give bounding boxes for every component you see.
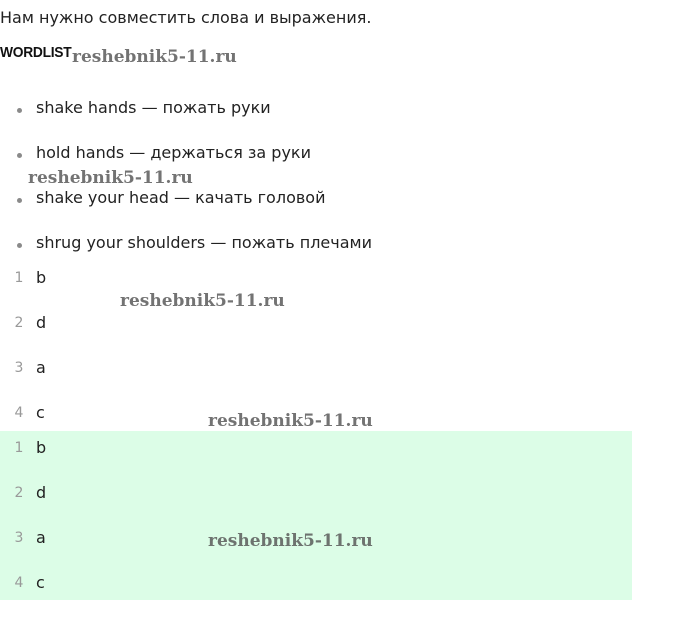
- watermark: reshebnik5-11.ru: [28, 168, 193, 188]
- bullet-icon: [17, 108, 22, 113]
- answer-item: [0, 478, 632, 523]
- answer-item: [0, 568, 632, 613]
- list-item-text: shake your head — качать головой: [36, 188, 326, 207]
- list-item: [0, 186, 372, 231]
- answer-letter: a: [36, 528, 46, 547]
- answer-number: 4: [14, 575, 24, 591]
- answer-item: [0, 308, 632, 353]
- answer-letter: b: [36, 268, 47, 287]
- list-item-text: hold hands — держаться за руки: [36, 143, 311, 162]
- answer-number: 3: [14, 360, 24, 376]
- list-item-text: shake hands — пожать руки: [36, 98, 271, 117]
- wordlist-title: WORDLIST: [0, 44, 72, 61]
- answer-letter: a: [36, 358, 46, 377]
- answer-number: 2: [14, 315, 24, 331]
- answer-item: [0, 433, 632, 478]
- bullet-icon: [17, 153, 22, 158]
- bullet-icon: [17, 243, 22, 248]
- list-item: [0, 96, 372, 141]
- answer-number: 2: [14, 485, 24, 501]
- bullet-icon: [17, 198, 22, 203]
- answer-letter: c: [36, 573, 45, 592]
- answer-letter: c: [36, 403, 45, 422]
- answer-letter: d: [36, 313, 47, 332]
- watermark: reshebnik5-11.ru: [120, 291, 285, 311]
- watermark: reshebnik5-11.ru: [72, 47, 237, 67]
- watermark: reshebnik5-11.ru: [208, 531, 373, 551]
- answer-letter: b: [36, 438, 47, 457]
- answer-number: 3: [14, 530, 24, 546]
- answer-number: 4: [14, 405, 24, 421]
- answer-item: [0, 263, 632, 308]
- answer-list-highlighted: [0, 431, 632, 600]
- answer-number: 1: [14, 270, 24, 286]
- intro-text: Нам нужно совместить слова и выражения.: [0, 8, 372, 27]
- answer-number: 1: [14, 440, 24, 456]
- watermark: reshebnik5-11.ru: [208, 411, 373, 431]
- list-item-text: shrug your shoulders — пожать плечами: [36, 233, 372, 252]
- answer-item: [0, 353, 632, 398]
- answer-letter: d: [36, 483, 47, 502]
